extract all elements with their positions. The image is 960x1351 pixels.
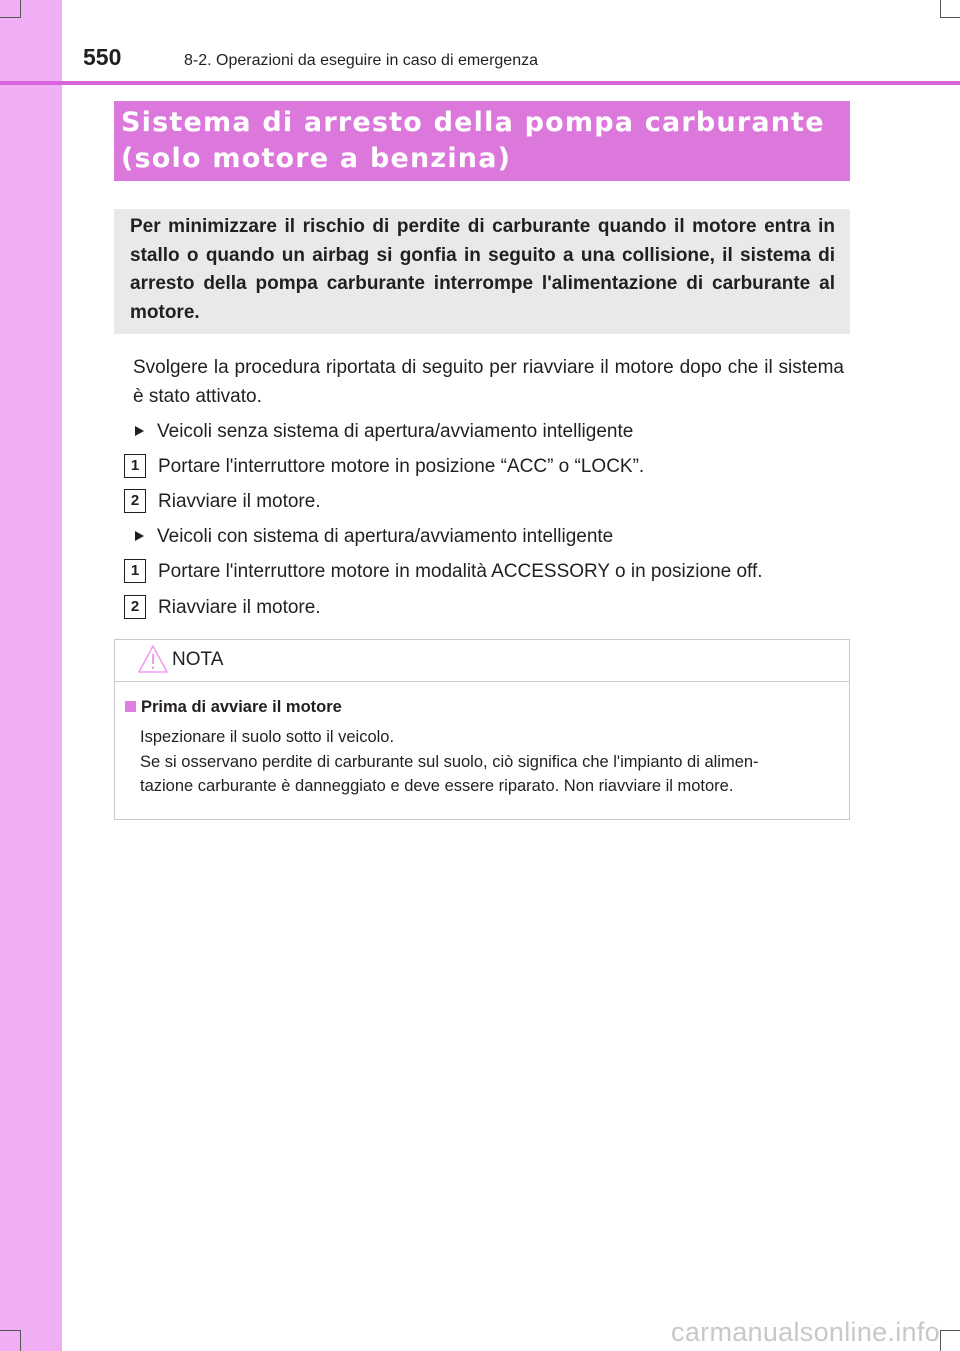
section-title-line2: (solo motore a benzina) <box>121 143 512 174</box>
intro-box <box>114 209 850 334</box>
step-number-badge: 2 <box>124 595 146 619</box>
page-number: 550 <box>83 44 122 70</box>
nota-header <box>115 640 849 682</box>
crop-mark <box>0 1330 20 1331</box>
step-text: Portare l'interruttore motore in posizione “ACC” o “LOCK”. <box>158 456 645 477</box>
nota-label: NOTA <box>172 649 224 670</box>
condition-heading <box>135 525 613 549</box>
step-text: Riavviare il motore. <box>158 597 321 618</box>
warning-triangle-icon <box>137 644 169 674</box>
crop-mark <box>940 0 941 18</box>
header-rule <box>0 81 960 85</box>
crop-mark <box>20 0 21 18</box>
nota-line: Se si osservano perdite di carburante sul suolo, ciò significa che l'impianto di alimen- <box>140 752 759 771</box>
step-text: Riavviare il motore. <box>158 491 321 512</box>
chapter-title: 8-2. Operazioni da eseguire in caso di emergenza <box>184 52 538 69</box>
nota-line: tazione carburante è danneggiato e deve essere riparato. Non riavviare il motore. <box>140 777 734 795</box>
step-number-badge: 1 <box>124 454 146 478</box>
step-number-badge: 1 <box>124 559 146 583</box>
nota-line: Ispezionare il suolo sotto il veicolo. <box>140 728 395 746</box>
crop-mark <box>20 1330 21 1351</box>
crop-mark <box>940 1330 941 1351</box>
nota-subtitle-text: Prima di avviare il motore <box>141 698 342 716</box>
sidebar-band <box>0 0 62 1351</box>
square-bullet-icon <box>125 701 136 712</box>
condition-heading <box>135 420 633 444</box>
intro-text: Per minimizzare il rischio di perdite di carburante quando il motore entra in stallo o quando un airbag si gonfia in seguito a una collisione, il sistema di arresto della pompa carburante interrompe l'alimentazione di carburante al motore. <box>130 216 835 323</box>
step-number-badge: 2 <box>124 489 146 513</box>
watermark: carmanualsonline.info <box>671 1317 940 1347</box>
nota-box <box>114 639 850 820</box>
triangle-bullet-icon <box>135 426 144 436</box>
nota-body <box>140 725 759 799</box>
body-paragraph: Svolgere la procedura riportata di seguito per riavviare il motore dopo che il sistema è stato attivato. <box>133 357 844 407</box>
section-title <box>114 101 850 181</box>
crop-mark <box>940 17 960 18</box>
nota-subtitle <box>125 698 342 717</box>
section-title-line1: Sistema di arresto della pompa carburante <box>121 107 825 138</box>
triangle-bullet-icon <box>135 531 144 541</box>
crop-mark <box>940 1330 960 1331</box>
condition-text: Veicoli senza sistema di apertura/avviamento intelligente <box>157 421 634 442</box>
step-text: Portare l'interruttore motore in modalità ACCESSORY o in posizione off. <box>158 561 763 582</box>
condition-text: Veicoli con sistema di apertura/avviamento intelligente <box>157 526 614 547</box>
crop-mark <box>0 17 20 18</box>
